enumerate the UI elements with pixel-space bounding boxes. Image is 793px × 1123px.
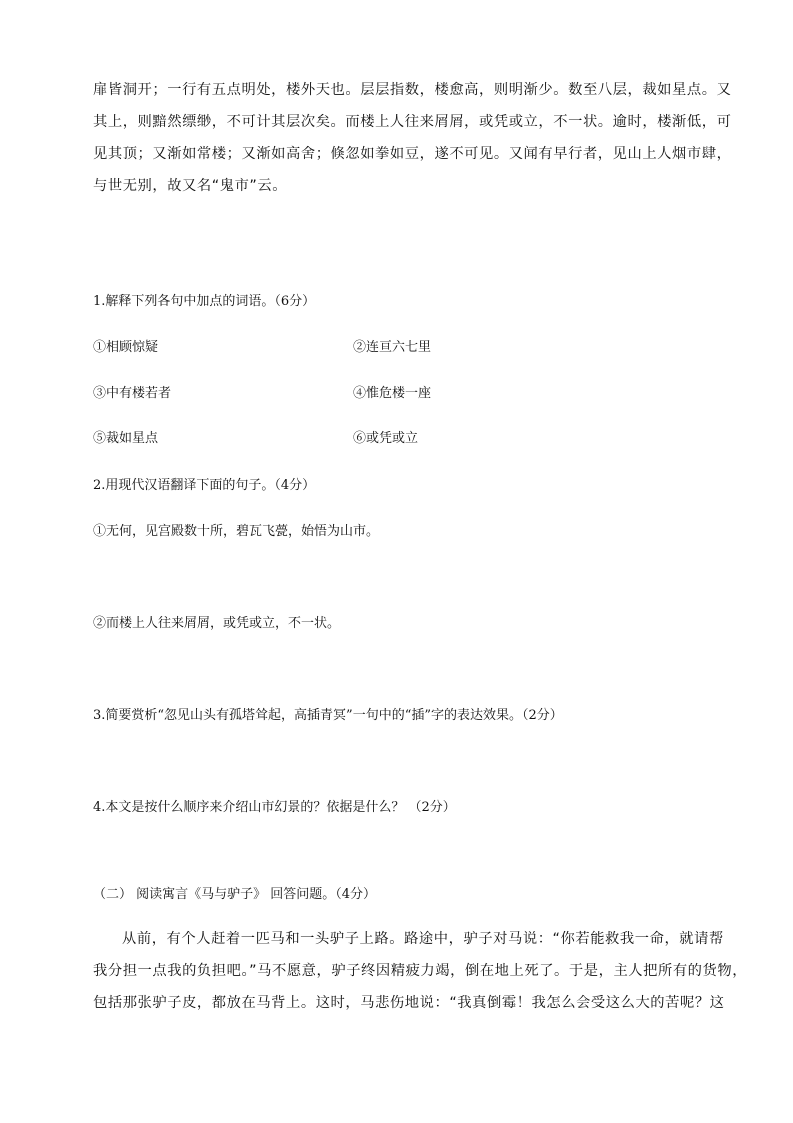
question-1-item-1: ①相顾惊疑 xyxy=(93,340,159,355)
question-1-title: 1.解释下列各句中加点的词语。（6分） xyxy=(93,294,316,309)
passage-line-4: 与世无别，故又名“鬼市”云。 xyxy=(93,178,288,194)
question-2-item-1: ①无何，见宫殿数十所，碧瓦飞甍，始悟为山市。 xyxy=(93,524,380,539)
question-1-item-2: ②连亘六七里 xyxy=(353,340,432,355)
question-1-item-3: ③中有楼若者 xyxy=(93,386,172,401)
question-1-item-4: ④惟危楼一座 xyxy=(353,386,432,401)
fable-line-3: 包括那张驴子皮，都放在马背上。这时，马悲伤地说：“我真倒霉！我怎么会受这么大的苦呢？这 xyxy=(93,995,725,1011)
question-4-title: 4.本文是按什么顺序来介绍山市幻景的？依据是什么？ （2分） xyxy=(93,800,456,815)
question-3-title: 3.简要赏析“忽见山头有孤塔耸起，高插青冥”一句中的“插”字的表达效果。（2分） xyxy=(93,708,563,723)
section-2-title: （二） 阅读寓言《马与驴子》 回答问题。（4分） xyxy=(93,887,377,902)
question-1-item-5: ⑤裁如星点 xyxy=(93,431,159,446)
question-2-item-2: ②而楼上人往来屑屑，或凭或立，不一状。 xyxy=(93,616,341,631)
passage-line-3: 见其顶；又渐如常楼；又渐如高舍；倏忽如拳如豆，遂不可见。又闻有早行者，见山上人烟市肆， xyxy=(93,146,732,162)
passage-line-2: 其上，则黯然缥缈，不可计其层次矣。而楼上人往来屑屑，或凭或立，不一状。逾时，楼渐低，可 xyxy=(93,114,732,130)
question-1-item-6: ⑥或凭或立 xyxy=(353,431,419,446)
fable-line-1: 从前，有个人赶着一匹马和一头驴子上路。路途中，驴子对马说：“你若能救我一命，就请帮 xyxy=(122,931,724,947)
question-2-title: 2.用现代汉语翻译下面的句子。（4分） xyxy=(93,478,316,493)
passage-line-1: 扉皆洞开；一行有五点明处，楼外天也。层层指数，楼愈高，则明渐少。数至八层，裁如星点。又 xyxy=(93,82,732,98)
fable-line-2: 我分担一点我的负担吧。”马不愿意，驴子终因精疲力竭，倒在地上死了。于是，主人把所有的货物， xyxy=(93,963,748,979)
